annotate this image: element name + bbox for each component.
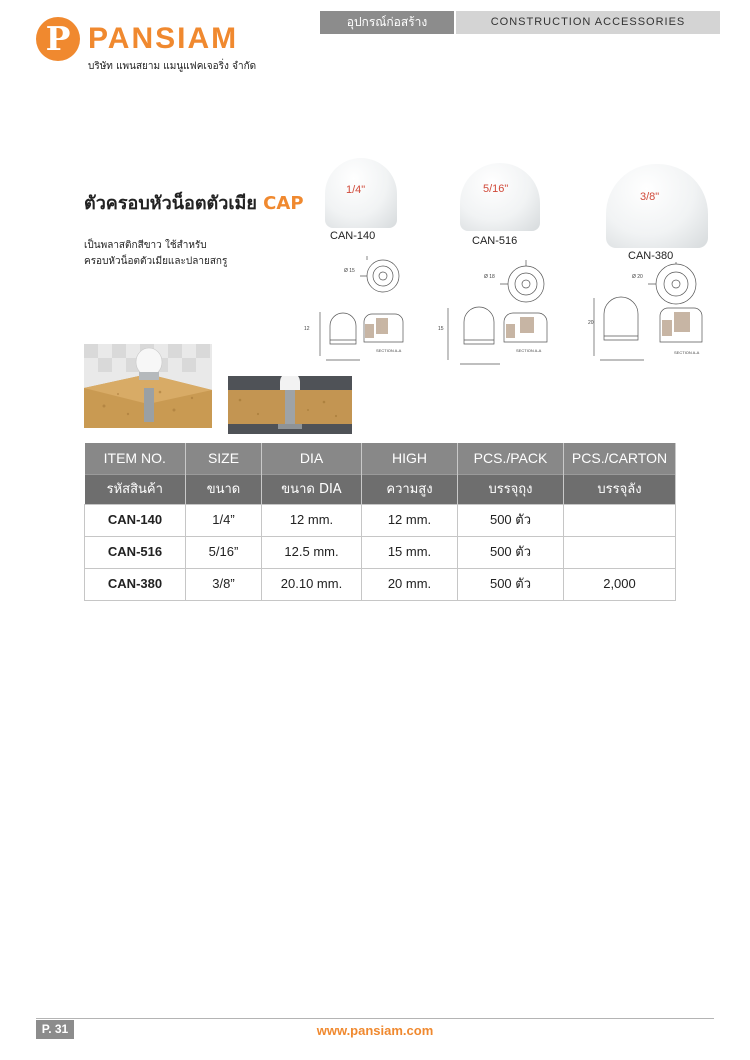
column-header: SIZE	[186, 443, 262, 474]
drawing-height-label: 15	[438, 326, 444, 332]
pcs-pack-cell: 500 ตัว	[458, 568, 564, 600]
high-cell: 15 mm.	[362, 536, 458, 568]
column-header-thai: บรรจุลัง	[564, 474, 676, 504]
cap-code-label: CAN-140	[330, 230, 376, 242]
item-code-cell: CAN-380	[85, 568, 186, 600]
application-photo-cap-on-board	[84, 344, 212, 428]
pcs-carton-cell	[564, 536, 676, 568]
drawing-dia-label: Ø 15	[344, 268, 355, 274]
cap-size-label: 1/4"	[346, 184, 366, 196]
pansiam-logo-icon: P	[36, 17, 80, 61]
description-line-1: เป็นพลาสติกสีขาว ใช้สำหรับ	[84, 240, 207, 251]
column-header-thai: รหัสสินค้า	[85, 474, 186, 504]
column-header-thai: ขนาด DIA	[262, 474, 362, 504]
size-cell: 3/8”	[186, 568, 262, 600]
column-header: DIA	[262, 443, 362, 474]
brand-name: PANSIAM	[88, 22, 239, 55]
dia-cell: 12 mm.	[262, 504, 362, 536]
item-code-cell: CAN-516	[85, 536, 186, 568]
footer-divider	[36, 1018, 714, 1019]
drawing-height-label: 12	[304, 326, 310, 332]
high-cell: 12 mm.	[362, 504, 458, 536]
drawing-section-label: SECTION A-A	[376, 348, 402, 353]
column-header: PCS./PACK	[458, 443, 564, 474]
table-row	[85, 504, 676, 536]
table-row	[85, 536, 676, 568]
item-code-cell: CAN-140	[85, 504, 186, 536]
pcs-pack-cell: 500 ตัว	[458, 504, 564, 536]
cap-code-label: CAN-516	[472, 235, 518, 247]
column-header-thai: ขนาด	[186, 474, 262, 504]
pcs-carton-cell: 2,000	[564, 568, 676, 600]
high-cell: 20 mm.	[362, 568, 458, 600]
technical-drawing-can-140	[300, 256, 420, 372]
pcs-carton-cell	[564, 504, 676, 536]
application-photo-cross-section	[228, 376, 352, 434]
drawing-height-label: 20	[588, 320, 594, 326]
column-header: HIGH	[362, 443, 458, 474]
pcs-pack-cell: 500 ตัว	[458, 536, 564, 568]
table-row	[85, 568, 676, 600]
size-cell: 1/4”	[186, 504, 262, 536]
page-number: P. 31	[36, 1020, 74, 1039]
column-header: PCS./CARTON	[564, 443, 676, 474]
product-title	[84, 192, 304, 216]
cap-size-label: 3/8"	[640, 191, 660, 203]
cap-photo-can-380	[606, 164, 708, 248]
description-line-2: ครอบหัวน็อตตัวเมียและปลายสกรู	[84, 256, 228, 267]
spec-table	[84, 443, 676, 601]
cap-size-label: 5/16"	[483, 183, 509, 195]
column-header-thai: บรรจุถุง	[458, 474, 564, 504]
technical-drawing-can-380	[588, 262, 718, 370]
product-title-english: CAP	[263, 193, 304, 214]
column-header-thai: ความสูง	[362, 474, 458, 504]
category-thai-tab: อุปกรณ์ก่อสร้าง	[320, 11, 454, 34]
drawing-section-label: SECTION A-A	[516, 348, 542, 353]
table-header-row-thai	[85, 474, 676, 504]
dia-cell: 20.10 mm.	[262, 568, 362, 600]
column-header: ITEM NO.	[85, 443, 186, 474]
website-link[interactable]: www.pansiam.com	[316, 1023, 434, 1038]
drawing-dia-label: Ø 20	[632, 274, 643, 280]
product-title-thai: ตัวครอบหัวน็อตตัวเมีย	[84, 193, 257, 214]
table-header-row-english	[85, 443, 676, 474]
cap-photo-can-516	[460, 163, 540, 231]
cap-code-label: CAN-380	[628, 250, 674, 262]
technical-drawing-can-516	[438, 260, 568, 372]
drawing-dia-label: Ø 18	[484, 274, 495, 280]
product-description	[84, 238, 227, 270]
drawing-section-label: SECTION A-A	[674, 350, 700, 355]
dia-cell: 12.5 mm.	[262, 536, 362, 568]
category-english-tab: CONSTRUCTION ACCESSORIES	[456, 11, 720, 34]
size-cell: 5/16”	[186, 536, 262, 568]
brand-subtitle: บริษัท แพนสยาม แมนูแฟคเจอริ่ง จำกัด	[88, 61, 257, 72]
